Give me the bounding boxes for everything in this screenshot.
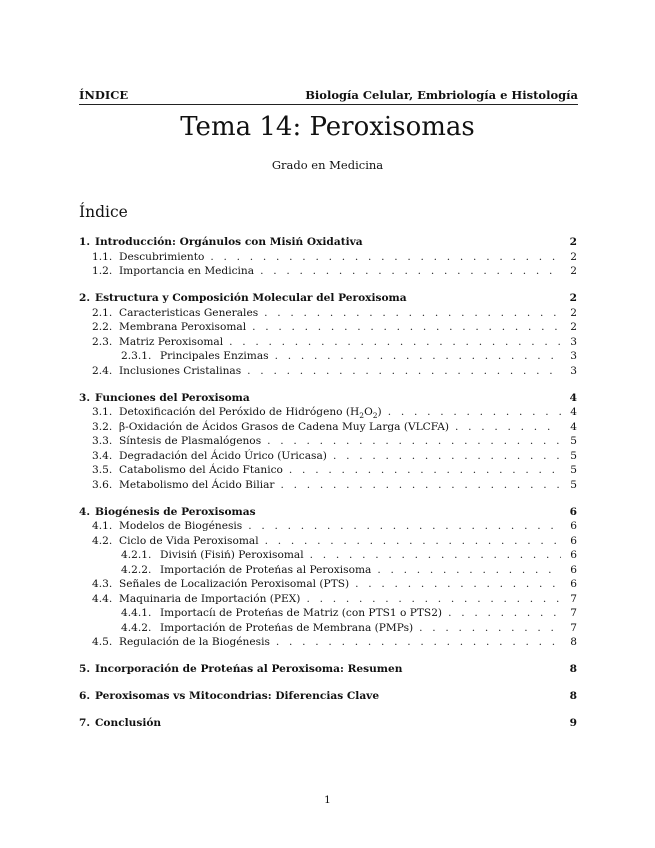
toc-number: 4.2.1. [121, 549, 152, 561]
toc-leader-dots [377, 564, 561, 576]
toc-title: Importacíı de Proteńas de Matriz (con PTS1 o PTS2) [160, 607, 443, 619]
toc-title: Importación de Proteńas al Peroxisoma [160, 563, 372, 576]
toc-leader-dots [455, 421, 561, 433]
toc-subsection-3-4[interactable] [79, 450, 577, 465]
toc-leader-dots [265, 535, 561, 547]
toc-page: 7 [570, 592, 577, 605]
toc-title: Descubrimiento [119, 250, 205, 263]
toc-leader-dots [210, 251, 561, 263]
toc-title: β-Oxidación de Ácidos Grasos de Cadena Muy Larga (VLCFA) [119, 420, 449, 433]
toc-page: 3 [570, 335, 577, 348]
toc-page: 5 [570, 464, 577, 476]
toc-leader-dots [260, 265, 561, 277]
toc-page: 2 [570, 250, 577, 263]
document-title: Tema 14: Peroxisomas [180, 112, 475, 142]
toc-page: 6 [569, 505, 577, 518]
toc-number: 2. [79, 292, 91, 304]
toc-leader-dots [310, 549, 561, 561]
toc-subsubsection-4-4-1[interactable] [79, 607, 577, 622]
toc-section-3[interactable] [79, 392, 577, 407]
toc-page: 8 [570, 636, 577, 648]
toc-leader-dots [276, 636, 561, 648]
toc-subsection-2-1[interactable] [79, 307, 577, 322]
toc-title: Señales de Localización Peroxisomal (PTS) [119, 578, 350, 590]
toc-leader-dots [306, 593, 561, 605]
toc-subsection-3-6[interactable] [79, 479, 577, 494]
toc-number: 4.3. [92, 578, 113, 590]
index-heading: Índice [79, 203, 128, 221]
toc-page: 6 [570, 563, 577, 576]
toc-leader-dots [448, 607, 561, 619]
toc-subsection-4-5[interactable] [79, 636, 577, 651]
toc-page: 9 [569, 717, 577, 729]
toc-page: 3 [570, 350, 577, 362]
toc-subsection-3-1[interactable] [79, 406, 577, 421]
document-subtitle: Grado en Medicina [271, 158, 384, 172]
toc-section-7[interactable] [79, 717, 577, 732]
toc-number: 4.1. [92, 520, 113, 532]
toc-number: 4.4.2. [121, 621, 152, 634]
toc-title: Importancia en Medicina [119, 265, 255, 277]
toc-number: 2.4. [92, 364, 113, 377]
toc-section-5[interactable] [79, 663, 577, 678]
toc-title: Introducción: Orgánulos con Misiń Oxidativa [95, 236, 363, 248]
toc-title: Biogénesis de Peroxisomas [95, 505, 256, 518]
toc-title: Funciones del Peroxisoma [95, 391, 250, 404]
toc-number: 5. [79, 663, 91, 675]
toc-page: 4 [570, 420, 577, 433]
header-course-title: Biología Celular, Embriología e Histología [305, 88, 578, 102]
toc-number: 3.4. [92, 449, 113, 462]
toc-number: 4.2. [92, 534, 113, 547]
toc-leader-dots [229, 336, 561, 348]
toc-page: 6 [570, 578, 577, 590]
table-of-contents [79, 236, 577, 732]
running-header [79, 88, 578, 105]
toc-title: Importación de Proteńas de Membrana (PMPs) [160, 621, 414, 634]
toc-page: 4 [569, 391, 577, 404]
toc-subsection-3-5[interactable] [79, 464, 577, 479]
toc-subsubsection-2-3-1[interactable] [79, 350, 577, 365]
toc-number: 3.2. [92, 420, 113, 433]
toc-section-6[interactable] [79, 690, 577, 705]
toc-leader-dots [264, 307, 561, 319]
toc-number: 4. [79, 505, 91, 518]
toc-number: 1.2. [92, 265, 113, 277]
toc-number: 7. [79, 717, 91, 729]
toc-subsection-1-1[interactable] [79, 251, 577, 266]
toc-subsection-4-2[interactable] [79, 535, 577, 550]
toc-page: 5 [570, 478, 577, 491]
toc-subsection-2-3[interactable] [79, 336, 577, 351]
toc-title: Caracteristicas Generales [119, 306, 259, 319]
toc-subsection-3-2[interactable] [79, 421, 577, 436]
toc-page: 6 [570, 520, 577, 532]
toc-leader-dots [248, 520, 561, 532]
page-number: 1 [324, 794, 331, 806]
toc-number: 1.1. [92, 250, 113, 263]
toc-leader-dots [333, 450, 561, 462]
toc-leader-dots [252, 321, 561, 333]
toc-title: Membrana Peroxisomal [119, 321, 247, 333]
toc-number: 2.3.1. [121, 350, 152, 362]
toc-title: Maquinaria de Importación (PEX) [119, 592, 301, 605]
toc-subsubsection-4-4-2[interactable] [79, 622, 577, 637]
toc-page: 8 [569, 663, 577, 675]
toc-page: 3 [570, 364, 577, 377]
toc-title: Divisiń (Fisiń) Peroxisomal [160, 549, 304, 561]
toc-number: 3.1. [92, 406, 113, 418]
toc-title: Conclusión [95, 717, 162, 729]
toc-subsection-2-2[interactable] [79, 321, 577, 336]
toc-subsection-1-2[interactable] [79, 265, 577, 280]
toc-leader-dots [275, 350, 561, 362]
toc-title: Estructura y Composición Molecular del Peroxisoma [95, 292, 407, 304]
toc-section-4[interactable] [79, 506, 577, 521]
toc-page: 7 [570, 621, 577, 634]
toc-page: 4 [570, 406, 577, 418]
toc-number: 6. [79, 690, 91, 702]
toc-page: 7 [570, 607, 577, 619]
toc-page: 5 [570, 435, 577, 447]
toc-number: 4.5. [92, 636, 113, 648]
header-section-label: ÍNDICE [79, 88, 129, 102]
toc-title: Incorporación de Proteńas al Peroxisoma: Resumen [95, 663, 403, 675]
toc-page: 6 [570, 549, 577, 561]
toc-leader-dots [267, 435, 561, 447]
toc-subsection-4-4[interactable] [79, 593, 577, 608]
toc-title: Detoxificación del Peróxido de Hidrógeno $(H_2O_2)$ [119, 406, 382, 421]
toc-subsubsection-4-2-1[interactable] [79, 549, 577, 564]
toc-leader-dots [289, 464, 561, 476]
toc-page: 6 [570, 534, 577, 547]
toc-leader-dots [388, 406, 561, 418]
toc-number: 1. [79, 236, 91, 248]
toc-title: Matriz Peroxisomal [119, 335, 224, 348]
toc-number: 3. [79, 391, 91, 404]
toc-page: 2 [570, 265, 577, 277]
toc-leader-dots [247, 365, 561, 377]
toc-subsection-3-3[interactable] [79, 435, 577, 450]
toc-number: 3.3. [92, 435, 113, 447]
toc-number: 2.3. [92, 335, 113, 348]
toc-number: 2.2. [92, 321, 113, 333]
toc-title: Regulación de la Biogénesis [119, 636, 270, 648]
toc-leader-dots [355, 578, 561, 590]
toc-title: Síntesis de Plasmalógenos [119, 435, 262, 447]
toc-subsection-4-3[interactable] [79, 578, 577, 593]
toc-title: Degradación del Ácido Úrico (Uricasa) [119, 449, 327, 462]
toc-number: 4.4.1. [121, 607, 152, 619]
toc-subsection-2-4[interactable] [79, 365, 577, 380]
toc-page: 5 [570, 449, 577, 462]
toc-number: 3.5. [92, 464, 113, 476]
toc-title: Peroxisomas vs Mitocondrias: Diferencias Clave [95, 690, 380, 702]
toc-title: Inclusiones Cristalinas [119, 364, 242, 377]
toc-section-2[interactable] [79, 292, 577, 307]
toc-title: Modelos de Biogénesis [119, 520, 243, 532]
toc-page: 2 [570, 306, 577, 319]
toc-number: 2.1. [92, 306, 113, 319]
toc-page: 2 [569, 236, 577, 248]
toc-leader-dots [419, 622, 561, 634]
toc-number: 4.2.2. [121, 563, 152, 576]
toc-leader-dots [281, 479, 562, 491]
toc-number: 3.6. [92, 478, 113, 491]
toc-subsubsection-4-2-2[interactable] [79, 564, 577, 579]
toc-title: Ciclo de Vida Peroxisomal [119, 534, 259, 547]
toc-page: 2 [570, 321, 577, 333]
toc-page: 8 [569, 690, 577, 702]
toc-section-1[interactable] [79, 236, 577, 251]
toc-title: Principales Enzimas [160, 350, 269, 362]
toc-title: Metabolismo del Ácido Biliar [119, 478, 275, 491]
toc-page: 2 [569, 292, 577, 304]
toc-title: Catabolismo del Ácido Ftanico [119, 464, 283, 476]
toc-number: 4.4. [92, 592, 113, 605]
toc-subsection-4-1[interactable] [79, 520, 577, 535]
